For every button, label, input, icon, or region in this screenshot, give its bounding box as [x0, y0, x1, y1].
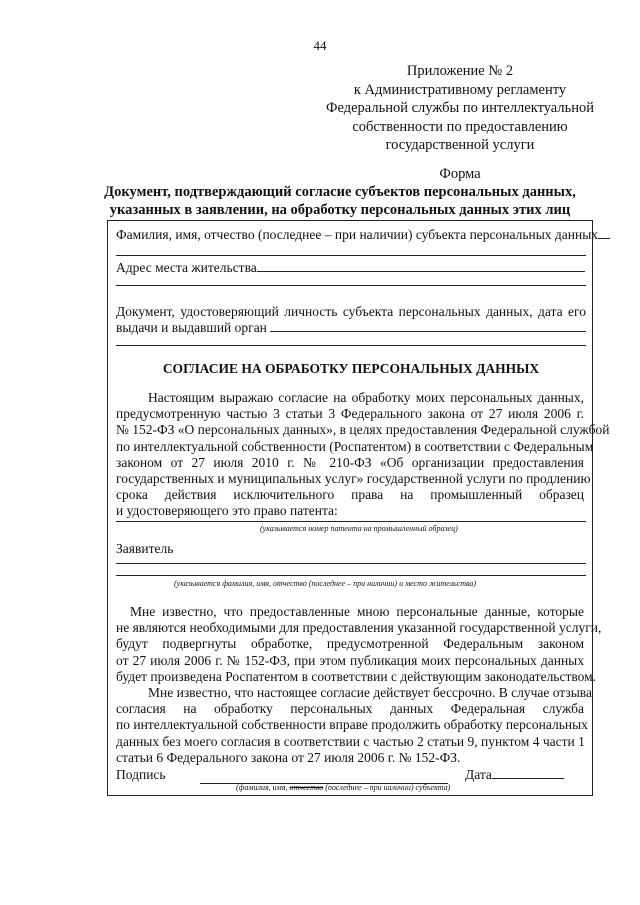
- applicant-line-2[interactable]: [116, 575, 586, 576]
- text-line: будут подвергнуты обработке, предусмотренной Федеральным законом: [116, 636, 584, 652]
- id-document-label-2: выдачи и выдавший орган: [116, 320, 267, 335]
- address-field[interactable]: [116, 260, 585, 276]
- applicant-label: Заявитель: [116, 541, 174, 556]
- address-line[interactable]: [116, 285, 586, 286]
- consent-form-box: [107, 220, 610, 796]
- consent-title: СОГЛАСИЕ НА ОБРАБОТКУ ПЕРСОНАЛЬНЫХ ДАННЫХ: [162, 361, 540, 376]
- text-line: Мне известно, что настоящее согласие действует бессрочно. В случае отзыва: [148, 685, 592, 700]
- appendix-line: Приложение № 2: [406, 63, 514, 79]
- consent-paragraph-2: [116, 604, 602, 685]
- caption-part: (фамилия, имя,: [236, 783, 290, 792]
- text-line: будет произведена Роспатентом в соответствии с действующим законодательством.: [116, 668, 597, 684]
- date-label: Дата: [465, 767, 492, 782]
- patent-caption: (указывается номер патента на промышленный образец): [260, 524, 458, 533]
- consent-paragraph-1: [116, 390, 610, 520]
- patent-number-line[interactable]: [116, 521, 586, 522]
- address-label: Адрес места жительства: [116, 260, 257, 275]
- text-line: Мне известно, что предоставленные мною персональные данные, которые: [130, 604, 584, 619]
- text-line: срока действия исключительного права на промышленный образец: [116, 487, 584, 503]
- appendix-line: к Административному регламенту: [353, 81, 567, 98]
- appendix-line: собственности по предоставлению: [352, 118, 568, 135]
- text-line: по интеллектуальной собственности (Роспатентом) в соответствии с Федеральным: [116, 438, 594, 454]
- text-line: № 152-ФЗ «О персональных данных», в целях предоставления Федеральной службой: [116, 422, 610, 438]
- document-title-line: Документ, подтверждающий согласие субъектов персональных данных,: [104, 184, 576, 200]
- id-document-line[interactable]: [116, 345, 586, 346]
- text-line: согласия на обработку персональных данных Федеральная служба: [116, 701, 584, 717]
- appendix-line: Федеральной службы по интеллектуальной: [326, 100, 594, 116]
- caption-part: отчество: [289, 783, 324, 792]
- signature-label: Подпись: [116, 767, 166, 782]
- full-name-label: Фамилия, имя, отчество (последнее – при наличии) субъекта персональных данных: [116, 227, 599, 242]
- document-title: [60, 183, 620, 219]
- id-document-label: Документ, удостоверяющий личность субъекта персональных данных, дата его: [116, 304, 586, 319]
- full-name-line[interactable]: [116, 255, 586, 256]
- text-line: по интеллектуальной собственности вправе продолжить обработку персональных: [116, 717, 588, 733]
- text-line: статьи 6 Федерального закона от 27 июля 2006 г. № 152-ФЗ.: [116, 749, 461, 765]
- document-title-line: указанных в заявлении, на обработку персональных данных этих лиц: [109, 202, 571, 218]
- id-document-field[interactable]: [116, 320, 586, 336]
- appendix-line: государственной услуги: [385, 137, 535, 153]
- text-line: Настоящим выражаю согласие на обработку моих персональных данных,: [148, 390, 584, 405]
- appendix-header: [300, 62, 620, 183]
- full-name-field[interactable]: [116, 227, 610, 243]
- applicant-line-1[interactable]: [116, 563, 586, 564]
- signature-caption: [236, 783, 450, 792]
- caption-part: (последнее – при наличии) субъекта): [323, 783, 451, 792]
- text-line: законом от 27 июля 2010 г. № 210-ФЗ «Об организации предоставления: [116, 454, 584, 470]
- form-label: Форма: [439, 165, 481, 182]
- page-number: 44: [313, 38, 327, 53]
- text-line: не являются необходимыми для предоставления указанной государственной услуги,: [116, 620, 602, 636]
- text-line: и удостоверяющего это право патента:: [116, 503, 338, 519]
- consent-paragraph-3: [116, 685, 592, 766]
- text-line: предусмотренную частью 3 статьи 3 Федерального закона от 27 июля 2006 г.: [116, 406, 584, 422]
- text-line: данных без моего согласия в соответствии с частью 2 статьи 9, пунктом 4 части 1: [116, 733, 585, 749]
- text-line: государственных и муниципальных услуг» государственной услуги по продлению: [116, 471, 591, 487]
- applicant-caption: (указывается фамилия, имя, отчество (последнее – при наличии) и место жительства): [174, 579, 477, 588]
- date-field[interactable]: [465, 767, 564, 783]
- text-line: от 27 июля 2006 г. № 152-ФЗ, при этом публикация моих персональных данных: [116, 652, 584, 668]
